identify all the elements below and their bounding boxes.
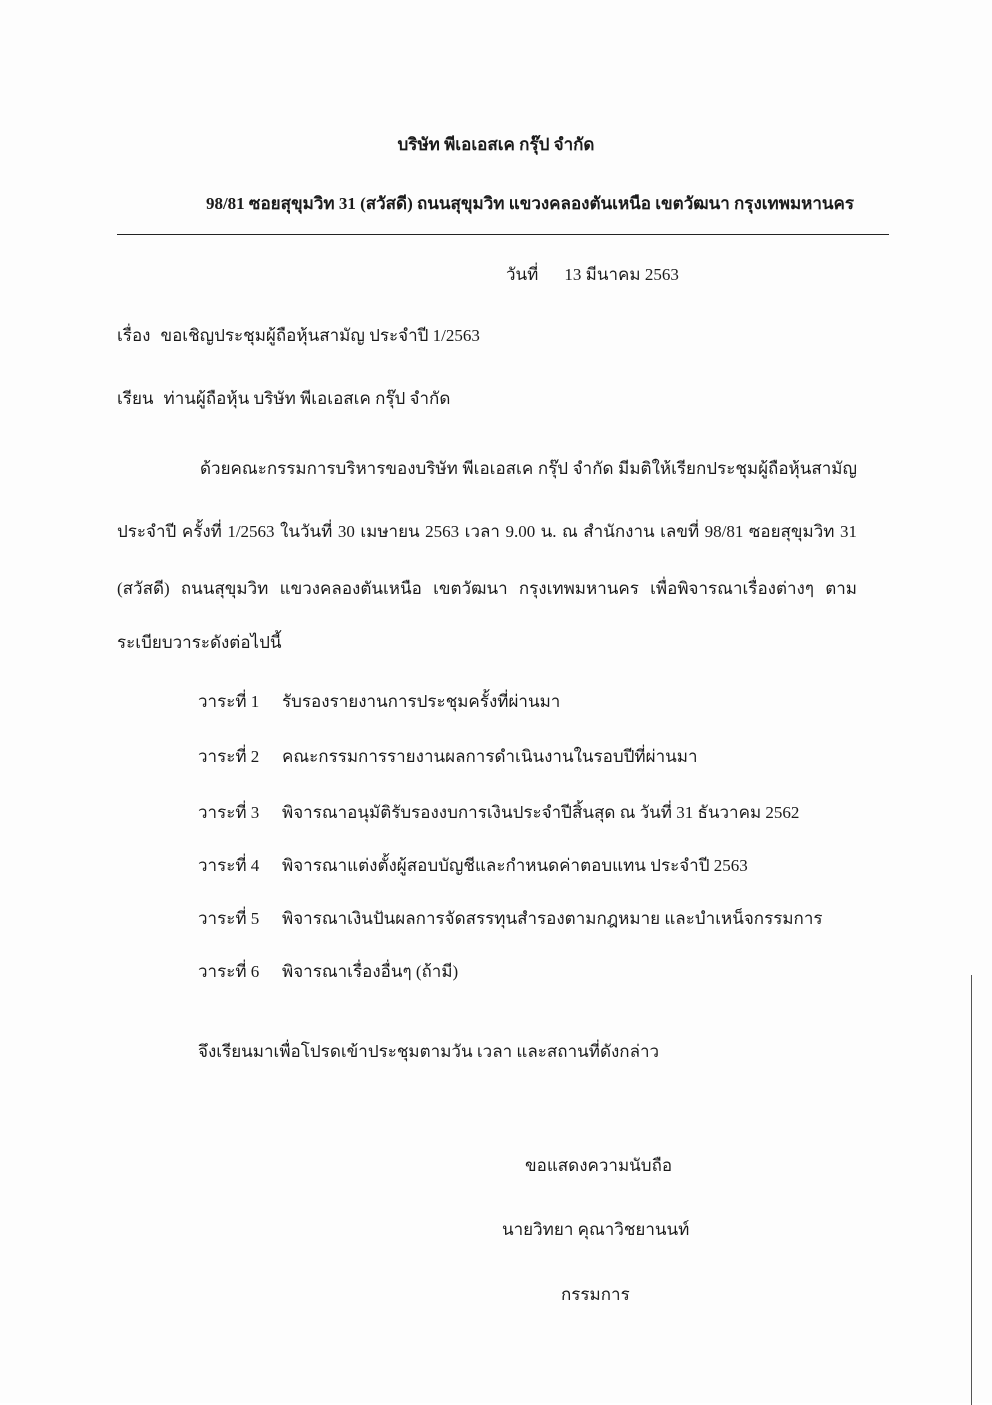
agenda-number: วาระที่ 2 [198,747,260,766]
company-name: บริษัท พีเอเอสเค กรุ๊ป จำกัด [397,135,595,154]
body-paragraph-line-3: (สวัสดี) ถนนสุขุมวิท แขวงคลองตันเหนือ เขตวัฒนา กรุงเทพมหานคร เพื่อพิจารณาเรื่องต่างๆ ตาม [117,579,857,598]
recipient-label: เรียน [117,389,154,408]
recipient-line [117,388,450,410]
agenda-text: คณะกรรมการรายงานผลการดำเนินงานในรอบปีที่ผ่านมา [282,747,698,766]
closing-regards: ขอแสดงความนับถือ [525,1156,673,1175]
agenda-item [198,908,823,930]
agenda-item [198,691,560,713]
agenda-number: วาระที่ 5 [198,909,260,928]
agenda-item [198,746,698,768]
agenda-number: วาระที่ 3 [198,803,260,822]
date-label: วันที่ [506,265,539,284]
header-divider [117,234,889,235]
company-address: 98/81 ซอยสุขุมวิท 31 (สวัสดี) ถนนสุขุมวิท แขวงคลองตันเหนือ เขตวัฒนา กรุงเทพมหานคร [205,194,855,213]
body-paragraph-line-1: ด้วยคณะกรรมการบริหารของบริษัท พีเอเอสเค กรุ๊ป จำกัด มีมติให้เรียกประชุมผู้ถือหุ้นสามัญ [200,459,857,478]
agenda-item [198,961,458,983]
body-paragraph-line-2: ประจำปี ครั้งที่ 1/2563 ในวันที่ 30 เมษายน 2563 เวลา 9.00 น. ณ สำนักงาน เลขที่ 98/81 ซอยสุขุมวิท 31 [117,522,857,541]
subject-text: ขอเชิญประชุมผู้ถือหุ้นสามัญ ประจำปี 1/2563 [160,326,480,345]
date-value: 13 มีนาคม 2563 [564,265,679,284]
agenda-text: รับรองรายงานการประชุมครั้งที่ผ่านมา [282,692,561,711]
signer-title: กรรมการ [561,1285,630,1304]
scan-edge-line [971,975,972,1405]
subject-line [117,325,480,347]
agenda-text: พิจารณาเรื่องอื่นๆ (ถ้ามี) [282,962,459,981]
date-line [506,264,679,286]
agenda-text: พิจารณาเงินปันผลการจัดสรรทุนสำรองตามกฎหมาย และบำเหน็จกรรมการ [282,909,823,928]
body-paragraph-line-4: ระเบียบวาระดังต่อไปนี้ [117,633,282,652]
agenda-number: วาระที่ 6 [198,962,260,981]
recipient-text: ท่านผู้ถือหุ้น บริษัท พีเอเอสเค กรุ๊ป จำกัด [163,389,451,408]
signer-name: นายวิทยา คุณาวิชยานนท์ [502,1220,690,1239]
agenda-item [198,855,748,877]
agenda-number: วาระที่ 1 [198,692,260,711]
agenda-text: พิจารณาแต่งตั้งผู้สอบบัญชีและกำหนดค่าตอบแทน ประจำปี 2563 [282,856,748,875]
agenda-number: วาระที่ 4 [198,856,260,875]
subject-label: เรื่อง [117,326,151,345]
agenda-item [198,802,799,824]
closing-invitation: จึงเรียนมาเพื่อโปรดเข้าประชุมตามวัน เวลา และสถานที่ดังกล่าว [198,1042,660,1061]
agenda-text: พิจารณาอนุมัติรับรองงบการเงินประจำปีสิ้นสุด ณ วันที่ 31 ธันวาคม 2562 [282,803,800,822]
